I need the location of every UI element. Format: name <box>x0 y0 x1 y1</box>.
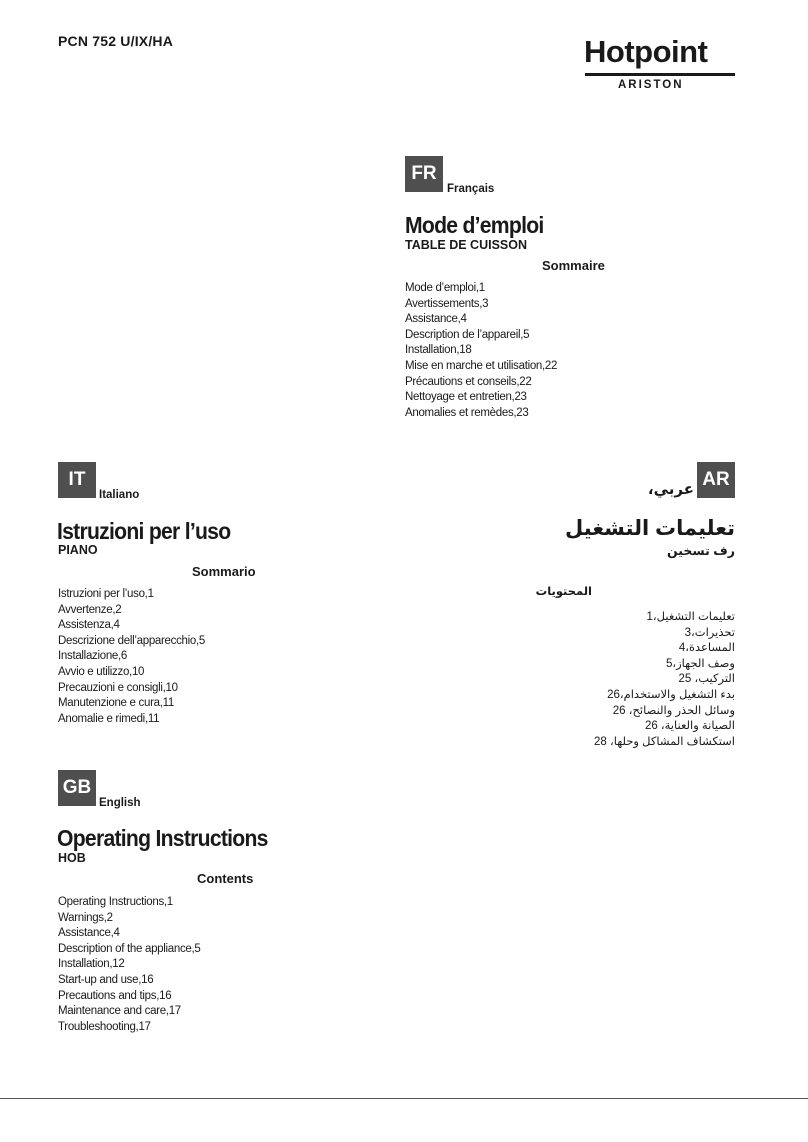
toc-item: Installazione,6 <box>58 650 128 663</box>
toc-item: Precauzioni e consigli,10 <box>58 681 178 694</box>
gb-toc-list <box>58 895 201 1035</box>
fr-language-badge: FR <box>405 156 443 192</box>
fr-toc-heading: Sommaire <box>542 258 605 273</box>
ar-toc-heading: المحتويات <box>535 586 592 598</box>
toc-item: Description de l’appareil,5 <box>405 328 530 341</box>
toc-item: Description of the appliance,5 <box>58 942 201 955</box>
toc-item: Maintenance and care,17 <box>58 1005 181 1018</box>
it-language-name: Italiano <box>99 489 140 501</box>
toc-item: Precautions and tips,16 <box>58 989 172 1002</box>
ar-language-badge: AR <box>697 462 735 498</box>
toc-item: Nettoyage et entretien,23 <box>405 391 527 404</box>
toc-item: وصف الجهاز،5 <box>665 657 735 670</box>
toc-item: Installation,18 <box>405 344 472 357</box>
brand-logo <box>584 34 736 94</box>
toc-item: Avvio e utilizzo,10 <box>58 665 145 678</box>
brand-name: Hotpoint <box>584 34 708 69</box>
gb-language-badge: GB <box>58 770 96 806</box>
it-toc-heading: Sommario <box>192 564 256 579</box>
fr-language-name: Français <box>447 183 495 195</box>
toc-item: المساعدة،4 <box>678 642 735 655</box>
toc-item: Installation,12 <box>58 958 125 971</box>
toc-item: Descrizione dell’apparecchio,5 <box>58 634 205 647</box>
toc-item: Istruzioni per l’uso,1 <box>58 588 154 600</box>
toc-item: تعليمات التشغيل،1 <box>646 611 735 623</box>
brand-subname: ARISTON <box>618 79 684 91</box>
it-subtitle: PIANO <box>58 543 98 557</box>
toc-item: Avvertenze,2 <box>58 603 122 616</box>
toc-item: Manutenzione e cura,11 <box>58 697 174 710</box>
page-bottom-divider <box>0 1098 808 1099</box>
toc-item: Troubleshooting,17 <box>58 1020 151 1033</box>
toc-item: الصيانة والعناية، 26 <box>644 720 735 733</box>
gb-subtitle: HOB <box>58 851 86 865</box>
toc-item: Anomalie e rimedi,11 <box>58 712 160 725</box>
it-title: Istruzioni per l’uso <box>57 518 231 544</box>
toc-item: بدء التشغيل والاستخدام،26 <box>607 688 735 701</box>
toc-item: وسائل الحذر والنصائح، 26 <box>612 704 735 717</box>
toc-item: التركيب، 25 <box>678 673 735 686</box>
model-number: PCN 752 U/IX/HA <box>58 33 174 49</box>
ar-toc-list <box>594 610 735 750</box>
gb-title: Operating Instructions <box>57 825 268 851</box>
fr-toc-list <box>405 281 557 421</box>
toc-item: Assistenza,4 <box>58 619 120 632</box>
fr-subtitle: TABLE DE CUISSON <box>405 238 527 252</box>
toc-item: Précautions et conseils,22 <box>405 375 532 388</box>
logo-divider <box>585 73 735 76</box>
ar-language-name: عربي، <box>647 481 694 498</box>
toc-item: Assistance,4 <box>58 927 120 940</box>
toc-item: Warnings,2 <box>58 911 113 924</box>
gb-language-name: English <box>99 797 141 809</box>
ar-subtitle: رف تسخين <box>667 544 735 558</box>
toc-item: تحذيرات،3 <box>684 626 735 639</box>
toc-item: Avertissements,3 <box>405 297 489 310</box>
toc-item: Assistance,4 <box>405 313 467 326</box>
toc-item: استكشاف المشاكل وحلها، 28 <box>594 735 735 748</box>
ar-title: تعليمات التشغيل <box>565 517 735 540</box>
toc-item: Anomalies et remèdes,23 <box>405 406 529 419</box>
fr-title: Mode d’emploi <box>405 212 544 238</box>
toc-item: Mode d’emploi,1 <box>405 282 485 294</box>
toc-item: Start-up and use,16 <box>58 973 154 986</box>
it-language-badge: IT <box>58 462 96 498</box>
toc-item: Operating Instructions,1 <box>58 896 173 908</box>
it-toc-list <box>58 587 205 727</box>
gb-toc-heading: Contents <box>197 871 254 886</box>
toc-item: Mise en marche et utilisation,22 <box>405 359 558 372</box>
